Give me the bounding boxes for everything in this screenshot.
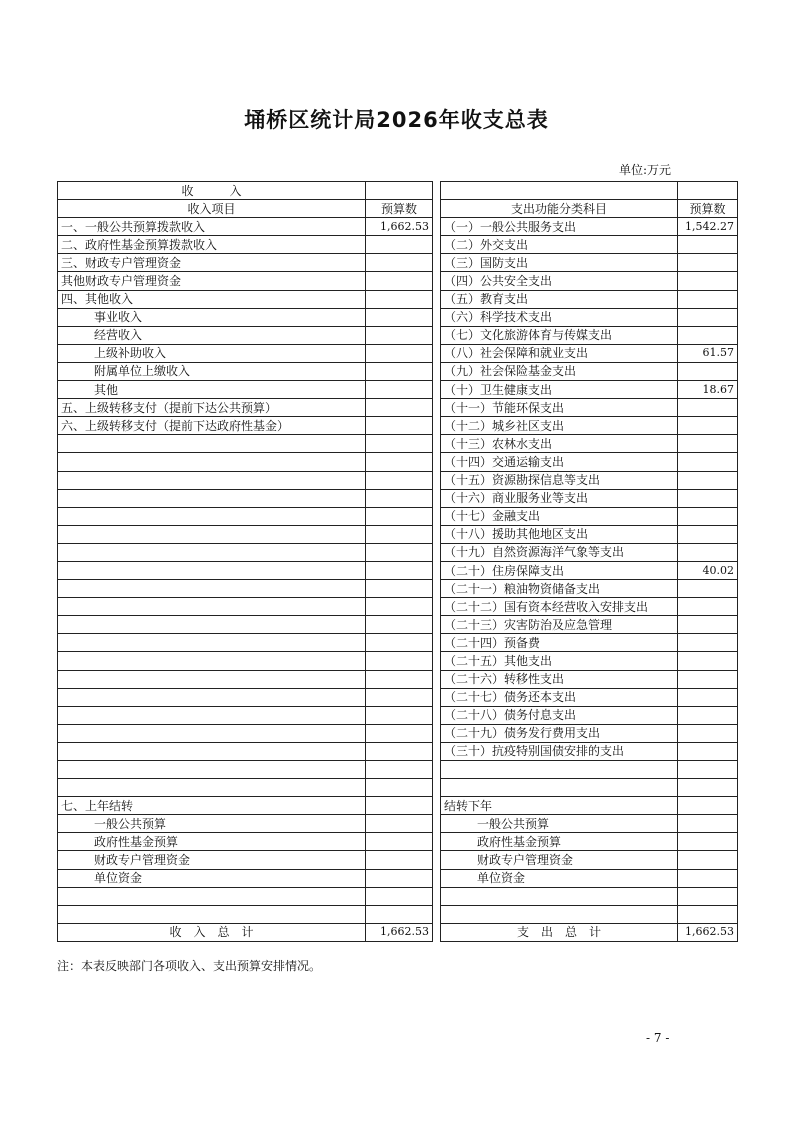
expense-item-cell: （二）外交支出 (441, 236, 678, 254)
column-gap (433, 634, 441, 652)
expense-item-cell: （二十三）灾害防治及应急管理 (441, 616, 678, 634)
income-item-cell: 一般公共预算 (58, 815, 366, 833)
expense-item-cell: （十二）城乡社区支出 (441, 417, 678, 435)
column-gap (433, 218, 441, 236)
income-amount-cell: 1,662.53 (366, 218, 433, 236)
income-amount-cell (366, 851, 433, 869)
expense-item-cell: 一般公共预算 (441, 815, 678, 833)
table-row (58, 381, 738, 399)
expense-item-cell: （十一）节能环保支出 (441, 399, 678, 417)
column-gap (433, 598, 441, 616)
column-gap (433, 489, 441, 507)
income-amount-cell (366, 761, 433, 779)
income-amount-cell (366, 435, 433, 453)
column-gap (433, 200, 441, 218)
expense-amount-cell (678, 652, 738, 670)
expense-item-cell: （二十六）转移性支出 (441, 670, 678, 688)
table-row (58, 254, 738, 272)
expense-amount-cell (678, 869, 738, 887)
header-blank-cell (366, 182, 433, 200)
expense-total-amount: 1,662.53 (678, 923, 738, 941)
expense-amount-cell (678, 236, 738, 254)
expense-amount-cell (678, 851, 738, 869)
expense-item-cell: 单位资金 (441, 869, 678, 887)
table-row (58, 887, 738, 905)
income-item-cell (58, 598, 366, 616)
expense-amount-cell (678, 435, 738, 453)
expense-item-cell: （七）文化旅游体育与传媒支出 (441, 326, 678, 344)
expense-amount-cell (678, 543, 738, 561)
column-gap (433, 381, 441, 399)
expense-item-cell: （十五）资源勘探信息等支出 (441, 471, 678, 489)
column-gap (433, 435, 441, 453)
expense-amount-cell (678, 634, 738, 652)
table-row (58, 761, 738, 779)
column-gap (433, 362, 441, 380)
table-row (58, 905, 738, 923)
footnote: 注：本表反映部门各项收入、支出预算安排情况。 (57, 959, 322, 973)
column-gap (433, 326, 441, 344)
income-amount-cell (366, 417, 433, 435)
expense-item-cell: （八）社会保障和就业支出 (441, 344, 678, 362)
expense-item-cell: （二十七）债务还本支出 (441, 688, 678, 706)
income-amount-cell (366, 290, 433, 308)
column-gap (433, 471, 441, 489)
expense-item-cell: （二十八）债务付息支出 (441, 706, 678, 724)
income-item-cell: 四、其他收入 (58, 290, 366, 308)
income-item-cell (58, 580, 366, 598)
income-item-cell (58, 779, 366, 797)
column-gap (433, 561, 441, 579)
income-amount-cell (366, 381, 433, 399)
column-gap (433, 905, 441, 923)
income-amount-cell (366, 543, 433, 561)
column-gap (433, 670, 441, 688)
income-item-cell: 五、上级转移支付（提前下达公共预算） (58, 399, 366, 417)
income-amount-cell (366, 326, 433, 344)
column-gap (433, 417, 441, 435)
income-item-cell: 经营收入 (58, 326, 366, 344)
income-amount-cell (366, 833, 433, 851)
expense-item-cell: （二十五）其他支出 (441, 652, 678, 670)
expense-item-cell: （三十）抗疫特别国债安排的支出 (441, 742, 678, 760)
table-row (58, 561, 738, 579)
column-gap (433, 507, 441, 525)
expense-amount-cell (678, 272, 738, 290)
column-gap (433, 236, 441, 254)
income-item-cell (58, 435, 366, 453)
unit-label: 单位:万元 (619, 163, 672, 177)
expense-amount-cell (678, 290, 738, 308)
income-item-cell (58, 561, 366, 579)
table-row (58, 525, 738, 543)
expense-amount-cell (678, 489, 738, 507)
table-row (58, 724, 738, 742)
column-gap (433, 797, 441, 815)
income-amount-cell (366, 706, 433, 724)
expense-amount-cell (678, 887, 738, 905)
table-row (58, 797, 738, 815)
column-gap (433, 525, 441, 543)
income-item-cell: 其他 (58, 381, 366, 399)
table-row (58, 706, 738, 724)
income-item-cell: 三、财政专户管理资金 (58, 254, 366, 272)
income-item-cell: 附属单位上缴收入 (58, 362, 366, 380)
income-amount-cell (366, 362, 433, 380)
expense-amount-cell (678, 580, 738, 598)
income-item-cell: 单位资金 (58, 869, 366, 887)
table-row (58, 652, 738, 670)
expense-amount-cell: 40.02 (678, 561, 738, 579)
expense-amount-cell (678, 616, 738, 634)
column-gap (433, 706, 441, 724)
expense-item-cell: （十）卫生健康支出 (441, 381, 678, 399)
income-total-amount: 1,662.53 (366, 923, 433, 941)
table-row (58, 344, 738, 362)
table-row (58, 417, 738, 435)
income-item-cell (58, 688, 366, 706)
expense-item-cell (441, 761, 678, 779)
column-gap (433, 616, 441, 634)
expense-amount-cell: 18.67 (678, 381, 738, 399)
column-gap (433, 761, 441, 779)
column-gap (433, 779, 441, 797)
expense-amount-cell (678, 598, 738, 616)
expense-amount-cell (678, 833, 738, 851)
income-item-cell (58, 742, 366, 760)
table-row (58, 471, 738, 489)
column-gap (433, 254, 441, 272)
income-item-cell: 政府性基金预算 (58, 833, 366, 851)
column-gap (433, 344, 441, 362)
expense-item-cell: （十八）援助其他地区支出 (441, 525, 678, 543)
table-row (58, 580, 738, 598)
table-row (58, 634, 738, 652)
income-item-cell: 其他财政专户管理资金 (58, 272, 366, 290)
expense-amount-cell (678, 905, 738, 923)
income-amount-cell (366, 724, 433, 742)
table-row (58, 236, 738, 254)
totals-row (58, 923, 738, 941)
column-gap (433, 453, 441, 471)
table-row (58, 362, 738, 380)
expense-amount-cell (678, 779, 738, 797)
income-amount-cell (366, 561, 433, 579)
table-row (58, 218, 738, 236)
table-row (58, 742, 738, 760)
income-amount-cell (366, 272, 433, 290)
income-item-cell (58, 706, 366, 724)
expense-item-cell: （二十九）债务发行费用支出 (441, 724, 678, 742)
expense-item-cell (441, 779, 678, 797)
income-item-header: 收入项目 (58, 200, 366, 218)
income-amount-cell (366, 507, 433, 525)
income-item-cell (58, 616, 366, 634)
expense-amount-cell (678, 706, 738, 724)
expense-amount-cell: 61.57 (678, 344, 738, 362)
header-blank-cell (678, 182, 738, 200)
column-gap (433, 399, 441, 417)
table-row (58, 869, 738, 887)
expense-amount-cell (678, 399, 738, 417)
expense-item-cell (441, 905, 678, 923)
column-gap (433, 869, 441, 887)
income-item-cell: 财政专户管理资金 (58, 851, 366, 869)
column-gap (433, 887, 441, 905)
income-item-cell (58, 453, 366, 471)
expense-amount-cell (678, 362, 738, 380)
income-amount-cell (366, 344, 433, 362)
income-item-cell (58, 905, 366, 923)
expense-item-cell: （十七）金融支出 (441, 507, 678, 525)
table-row (58, 833, 738, 851)
income-item-cell (58, 489, 366, 507)
expense-total-label: 支 出 总 计 (441, 923, 678, 941)
expense-amount-cell (678, 507, 738, 525)
expense-item-cell: （五）教育支出 (441, 290, 678, 308)
income-total-label: 收 入 总 计 (58, 923, 366, 941)
expense-amount-cell (678, 525, 738, 543)
income-item-cell: 一、一般公共预算拨款收入 (58, 218, 366, 236)
expense-amount-cell (678, 326, 738, 344)
expense-item-cell: （四）公共安全支出 (441, 272, 678, 290)
expense-item-header: 支出功能分类科目 (441, 200, 678, 218)
income-item-cell (58, 525, 366, 543)
expense-item-cell: 政府性基金预算 (441, 833, 678, 851)
income-amount-cell (366, 688, 433, 706)
column-gap (433, 724, 441, 742)
income-item-cell (58, 724, 366, 742)
income-amount-cell (366, 489, 433, 507)
income-item-cell (58, 543, 366, 561)
income-item-cell (58, 471, 366, 489)
income-amount-cell (366, 887, 433, 905)
expense-item-cell: （二十二）国有资本经营收入安排支出 (441, 598, 678, 616)
column-gap (433, 742, 441, 760)
expense-amount-cell: 1,542.27 (678, 218, 738, 236)
income-item-cell (58, 887, 366, 905)
column-gap (433, 688, 441, 706)
expense-amount-cell (678, 742, 738, 760)
expense-amount-cell (678, 254, 738, 272)
expense-item-cell: （二十一）粮油物资储备支出 (441, 580, 678, 598)
income-item-cell (58, 761, 366, 779)
expense-item-cell: （三）国防支出 (441, 254, 678, 272)
expense-item-cell: （十九）自然资源海洋气象等支出 (441, 543, 678, 561)
income-item-cell (58, 507, 366, 525)
table-row (58, 507, 738, 525)
column-gap (433, 272, 441, 290)
column-gap (433, 815, 441, 833)
income-amount-cell (366, 815, 433, 833)
income-item-cell (58, 670, 366, 688)
income-group-header: 收 入 (58, 182, 366, 200)
table-row (58, 489, 738, 507)
table-row (58, 308, 738, 326)
income-item-cell: 上级补助收入 (58, 344, 366, 362)
expense-amount-cell (678, 815, 738, 833)
table-row (58, 616, 738, 634)
header-blank-cell (441, 182, 678, 200)
expense-amount-cell (678, 797, 738, 815)
column-gap (433, 923, 441, 941)
expense-item-cell: （十四）交通运输支出 (441, 453, 678, 471)
table-row (58, 670, 738, 688)
header-row-columns (58, 200, 738, 218)
income-amount-cell (366, 670, 433, 688)
column-gap (433, 851, 441, 869)
expense-amount-cell (678, 688, 738, 706)
expense-item-cell: 财政专户管理资金 (441, 851, 678, 869)
table-row (58, 598, 738, 616)
table-row (58, 435, 738, 453)
budget-summary-table (57, 181, 738, 942)
expense-amount-cell (678, 471, 738, 489)
header-row-group (58, 182, 738, 200)
table-row (58, 290, 738, 308)
income-amount-cell (366, 236, 433, 254)
income-amount-cell (366, 525, 433, 543)
expense-amount-cell (678, 308, 738, 326)
expense-item-cell (441, 887, 678, 905)
income-amount-cell (366, 453, 433, 471)
expense-item-cell: （六）科学技术支出 (441, 308, 678, 326)
table-row (58, 688, 738, 706)
column-gap (433, 833, 441, 851)
income-amount-cell (366, 471, 433, 489)
column-gap (433, 580, 441, 598)
table-row (58, 543, 738, 561)
income-amount-cell (366, 616, 433, 634)
expense-amount-cell (678, 417, 738, 435)
income-item-cell (58, 634, 366, 652)
income-amount-cell (366, 869, 433, 887)
income-amount-cell (366, 905, 433, 923)
table-row (58, 779, 738, 797)
income-item-cell (58, 652, 366, 670)
expense-amount-cell (678, 453, 738, 471)
column-gap (433, 543, 441, 561)
expense-item-cell: （十六）商业服务业等支出 (441, 489, 678, 507)
expense-item-cell: （二十）住房保障支出 (441, 561, 678, 579)
expense-item-cell: （一）一般公共服务支出 (441, 218, 678, 236)
income-amount-cell (366, 598, 433, 616)
column-gap (433, 182, 441, 200)
table-row (58, 326, 738, 344)
income-amount-header: 预算数 (366, 200, 433, 218)
expense-item-cell: （十三）农林水支出 (441, 435, 678, 453)
expense-amount-cell (678, 670, 738, 688)
table-row (58, 851, 738, 869)
expense-item-cell: （九）社会保险基金支出 (441, 362, 678, 380)
table-row (58, 399, 738, 417)
expense-amount-header: 预算数 (678, 200, 738, 218)
income-amount-cell (366, 742, 433, 760)
income-amount-cell (366, 779, 433, 797)
column-gap (433, 652, 441, 670)
income-amount-cell (366, 580, 433, 598)
table-row (58, 815, 738, 833)
expense-amount-cell (678, 761, 738, 779)
income-amount-cell (366, 399, 433, 417)
expense-item-cell: 结转下年 (441, 797, 678, 815)
income-amount-cell (366, 634, 433, 652)
column-gap (433, 290, 441, 308)
income-item-cell: 六、上级转移支付（提前下达政府性基金） (58, 417, 366, 435)
page-number: - 7 - (646, 1031, 670, 1045)
income-item-cell: 七、上年结转 (58, 797, 366, 815)
table-row (58, 272, 738, 290)
income-amount-cell (366, 254, 433, 272)
income-item-cell: 事业收入 (58, 308, 366, 326)
column-gap (433, 308, 441, 326)
table-row (58, 453, 738, 471)
income-amount-cell (366, 308, 433, 326)
page-title: 埇桥区统计局2026年收支总表 (244, 108, 549, 132)
income-amount-cell (366, 652, 433, 670)
income-item-cell: 二、政府性基金预算拨款收入 (58, 236, 366, 254)
expense-amount-cell (678, 724, 738, 742)
income-amount-cell (366, 797, 433, 815)
expense-item-cell: （二十四）预备费 (441, 634, 678, 652)
